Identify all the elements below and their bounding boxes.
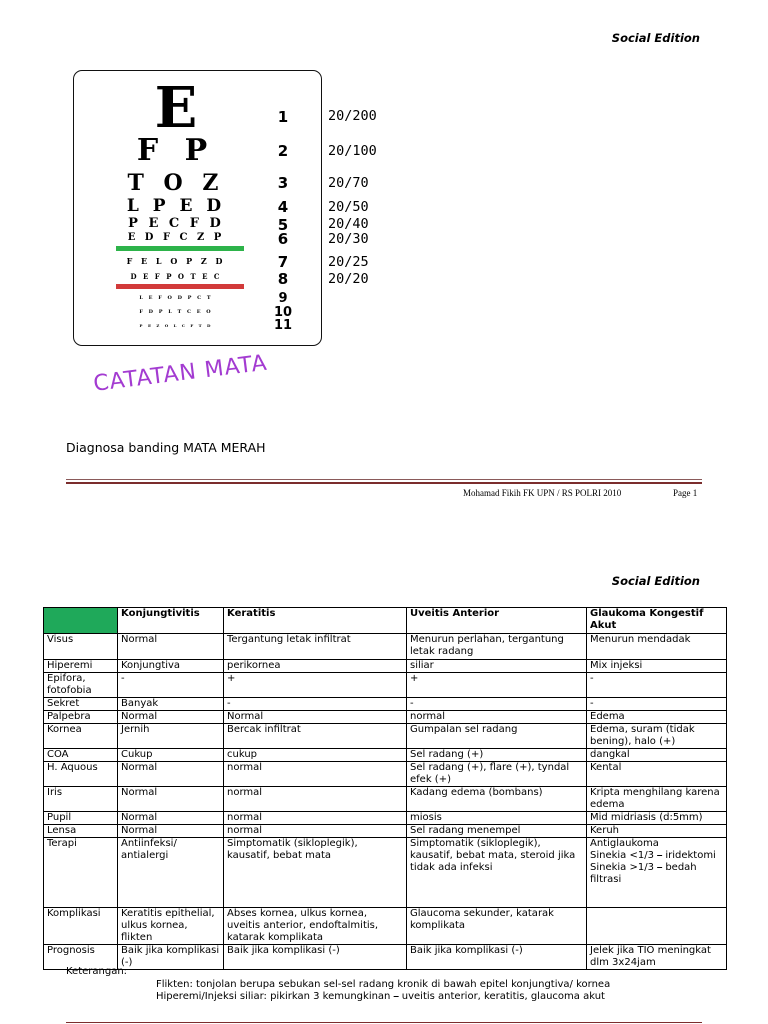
table-row	[44, 825, 727, 838]
row-label: Hiperemi	[44, 660, 118, 673]
column-header-konjungtivitis: Konjungtivitis	[118, 608, 224, 634]
row-label: Epifora, fotofobia	[44, 673, 118, 698]
document-heading: Diagnosa banding MATA MERAH	[66, 440, 266, 455]
table-row	[44, 908, 727, 945]
table-cell: dangkal	[587, 749, 727, 762]
chart-acuity: 20/50	[328, 199, 369, 215]
table-row	[44, 634, 727, 660]
footer-page-number: Page 1	[673, 488, 698, 498]
table-cell: Tergantung letak infiltrat	[224, 634, 407, 660]
chart-row-number: 5	[277, 216, 289, 234]
table-cell: Normal	[118, 762, 224, 787]
edition-label: Social Edition	[611, 574, 700, 588]
table-cell: Sel radang menempel	[407, 825, 587, 838]
chart-letters: E	[154, 75, 198, 141]
chart-acuity: 20/25	[328, 254, 369, 270]
table-cell: Keruh	[587, 825, 727, 838]
chart-letters: L P E D	[126, 196, 226, 216]
table-row	[44, 838, 727, 908]
row-label: Prognosis	[44, 945, 118, 970]
table-cell: Mix injeksi	[587, 660, 727, 673]
edition-label: Social Edition	[611, 31, 700, 45]
table-cell: Normal	[224, 711, 407, 724]
green-line-marker	[116, 246, 244, 251]
chart-row-number: 2	[277, 142, 289, 160]
chart-letters: T O Z	[127, 170, 225, 196]
table-cell: Keratitis epithelial, ulkus kornea, flikten	[118, 908, 224, 945]
chart-letters: E D F C Z P	[127, 232, 225, 243]
chart-row-number: 8	[277, 270, 289, 288]
table-cell: -	[407, 698, 587, 711]
table-cell: -	[118, 673, 224, 698]
chart-acuity: 20/20	[328, 271, 369, 287]
chart-letters: P E C F D	[128, 216, 224, 231]
table-row	[44, 762, 727, 787]
row-label: Iris	[44, 787, 118, 812]
table-row	[44, 660, 727, 673]
table-cell: Baik jika komplikasi (-)	[407, 945, 587, 970]
table-cell: +	[224, 673, 407, 698]
footer-author: Mohamad Fikih FK UPN / RS POLRI 2010	[463, 488, 622, 498]
table-cell: perikornea	[224, 660, 407, 673]
note-line: Flikten: tonjolan berupa sebukan sel-sel radang kronik di bawah epitel konjungtiva/ kornea	[156, 979, 611, 990]
chart-letters: F P	[136, 133, 216, 168]
page-bottom-rule	[66, 1022, 702, 1023]
chart-acuity: 20/200	[328, 108, 377, 124]
table-cell: siliar	[407, 660, 587, 673]
table-corner-cell	[44, 608, 118, 634]
catatan-mata-logo: CATATAN MATA	[92, 350, 269, 397]
chart-row-number: 7	[277, 253, 289, 271]
table-cell: Normal	[118, 711, 224, 724]
table-cell	[587, 908, 727, 945]
row-label: COA	[44, 749, 118, 762]
table-cell: Gumpalan sel radang	[407, 724, 587, 749]
chart-row-number: 6	[277, 230, 289, 248]
footer-rule	[66, 479, 702, 480]
table-row	[44, 812, 727, 825]
table-cell: Sel radang (+)	[407, 749, 587, 762]
table-cell: Antiglaukoma Sinekia <1/3 ⎯ iridektomi Sinekia >1/3 ⎯ bedah filtrasi	[587, 838, 727, 908]
table-cell: normal	[224, 787, 407, 812]
table-cell: Simptomatik (sikloplegik), kausatif, bebat mata, steroid jika tidak ada infeksi	[407, 838, 587, 908]
red-line-marker	[116, 284, 244, 289]
table-cell: Normal	[118, 825, 224, 838]
row-label: Komplikasi	[44, 908, 118, 945]
table-cell: Menurun perlahan, tergantung letak radang	[407, 634, 587, 660]
column-header-glaukoma: Glaukoma Kongestif Akut	[587, 608, 727, 634]
table-cell: Baik jika komplikasi (-)	[224, 945, 407, 970]
table-cell: Kental	[587, 762, 727, 787]
table-cell: Banyak	[118, 698, 224, 711]
table-row	[44, 787, 727, 812]
table-cell: Edema	[587, 711, 727, 724]
table-cell: -	[224, 698, 407, 711]
table-cell: Konjungtiva	[118, 660, 224, 673]
table-row	[44, 711, 727, 724]
notes-title: Keterangan:	[66, 966, 128, 977]
table-cell: Menurun mendadak	[587, 634, 727, 660]
table-cell: Normal	[118, 634, 224, 660]
table-row	[44, 698, 727, 711]
chart-acuity: 20/100	[328, 143, 377, 159]
table-row	[44, 724, 727, 749]
chart-acuity: 20/70	[328, 175, 369, 191]
note-line: Hiperemi/Injeksi siliar: pikirkan 3 kemungkinan ⎯ uveitis anterior, keratitis, glaucoma akut	[156, 991, 605, 1002]
table-cell: Kripta menghilang karena edema	[587, 787, 727, 812]
table-row	[44, 673, 727, 698]
table-cell: Simptomatik (sikloplegik), kausatif, bebat mata	[224, 838, 407, 908]
table-cell: +	[407, 673, 587, 698]
table-cell: Cukup	[118, 749, 224, 762]
row-label: Sekret	[44, 698, 118, 711]
chart-acuity: 20/40	[328, 216, 369, 232]
table-cell: Jelek jika TIO meningkat dlm 3x24jam	[587, 945, 727, 970]
table-body	[44, 634, 727, 970]
table-cell: normal	[224, 825, 407, 838]
table-row	[44, 945, 727, 970]
table-cell: -	[587, 698, 727, 711]
table-cell: Edema, suram (tidak bening), halo (+)	[587, 724, 727, 749]
column-header-uveitis: Uveitis Anterior	[407, 608, 587, 634]
differential-diagnosis-table	[43, 607, 727, 970]
table-cell: Jernih	[118, 724, 224, 749]
chart-row-number: 9	[278, 291, 288, 306]
table-cell: normal	[407, 711, 587, 724]
table-cell: normal	[224, 762, 407, 787]
row-label: Visus	[44, 634, 118, 660]
table-cell: normal	[224, 812, 407, 825]
footer-rule	[66, 482, 702, 484]
chart-row-number: 11	[273, 318, 293, 333]
row-label: Lensa	[44, 825, 118, 838]
row-label: Palpebra	[44, 711, 118, 724]
chart-letters: D E F P O T E C	[130, 272, 222, 281]
chart-letters: L E F O D P C T	[139, 295, 213, 301]
row-label: Terapi	[44, 838, 118, 908]
table-cell: cukup	[224, 749, 407, 762]
table-cell: miosis	[407, 812, 587, 825]
table-row	[44, 749, 727, 762]
table-cell: Abses kornea, ulkus kornea, uveitis anterior, endoftalmitis, katarak komplikata	[224, 908, 407, 945]
table-cell: Antiinfeksi/ antialergi	[118, 838, 224, 908]
chart-row-number: 3	[277, 174, 289, 192]
table-cell: Normal	[118, 812, 224, 825]
table-cell: Normal	[118, 787, 224, 812]
table-cell: Kadang edema (bombans)	[407, 787, 587, 812]
table-cell: -	[587, 673, 727, 698]
column-header-keratitis: Keratitis	[224, 608, 407, 634]
row-label: H. Aquous	[44, 762, 118, 787]
row-label: Pupil	[44, 812, 118, 825]
chart-letters: P E Z O L C F T D	[139, 323, 213, 328]
chart-letters: F E L O P Z D	[126, 256, 226, 266]
chart-row-number: 4	[277, 198, 289, 216]
table-cell: Baik jika komplikasi (-)	[118, 945, 224, 970]
chart-row-number: 10	[273, 305, 293, 320]
row-label: Kornea	[44, 724, 118, 749]
chart-acuity: 20/30	[328, 231, 369, 247]
table-cell: Sel radang (+), flare (+), tyndal efek (+)	[407, 762, 587, 787]
table-cell: Mid midriasis (d:5mm)	[587, 812, 727, 825]
chart-row-number: 1	[277, 108, 289, 126]
table-cell: Bercak infiltrat	[224, 724, 407, 749]
chart-letters: F D P L T C E O	[139, 309, 213, 315]
table-cell: Glaucoma sekunder, katarak komplikata	[407, 908, 587, 945]
